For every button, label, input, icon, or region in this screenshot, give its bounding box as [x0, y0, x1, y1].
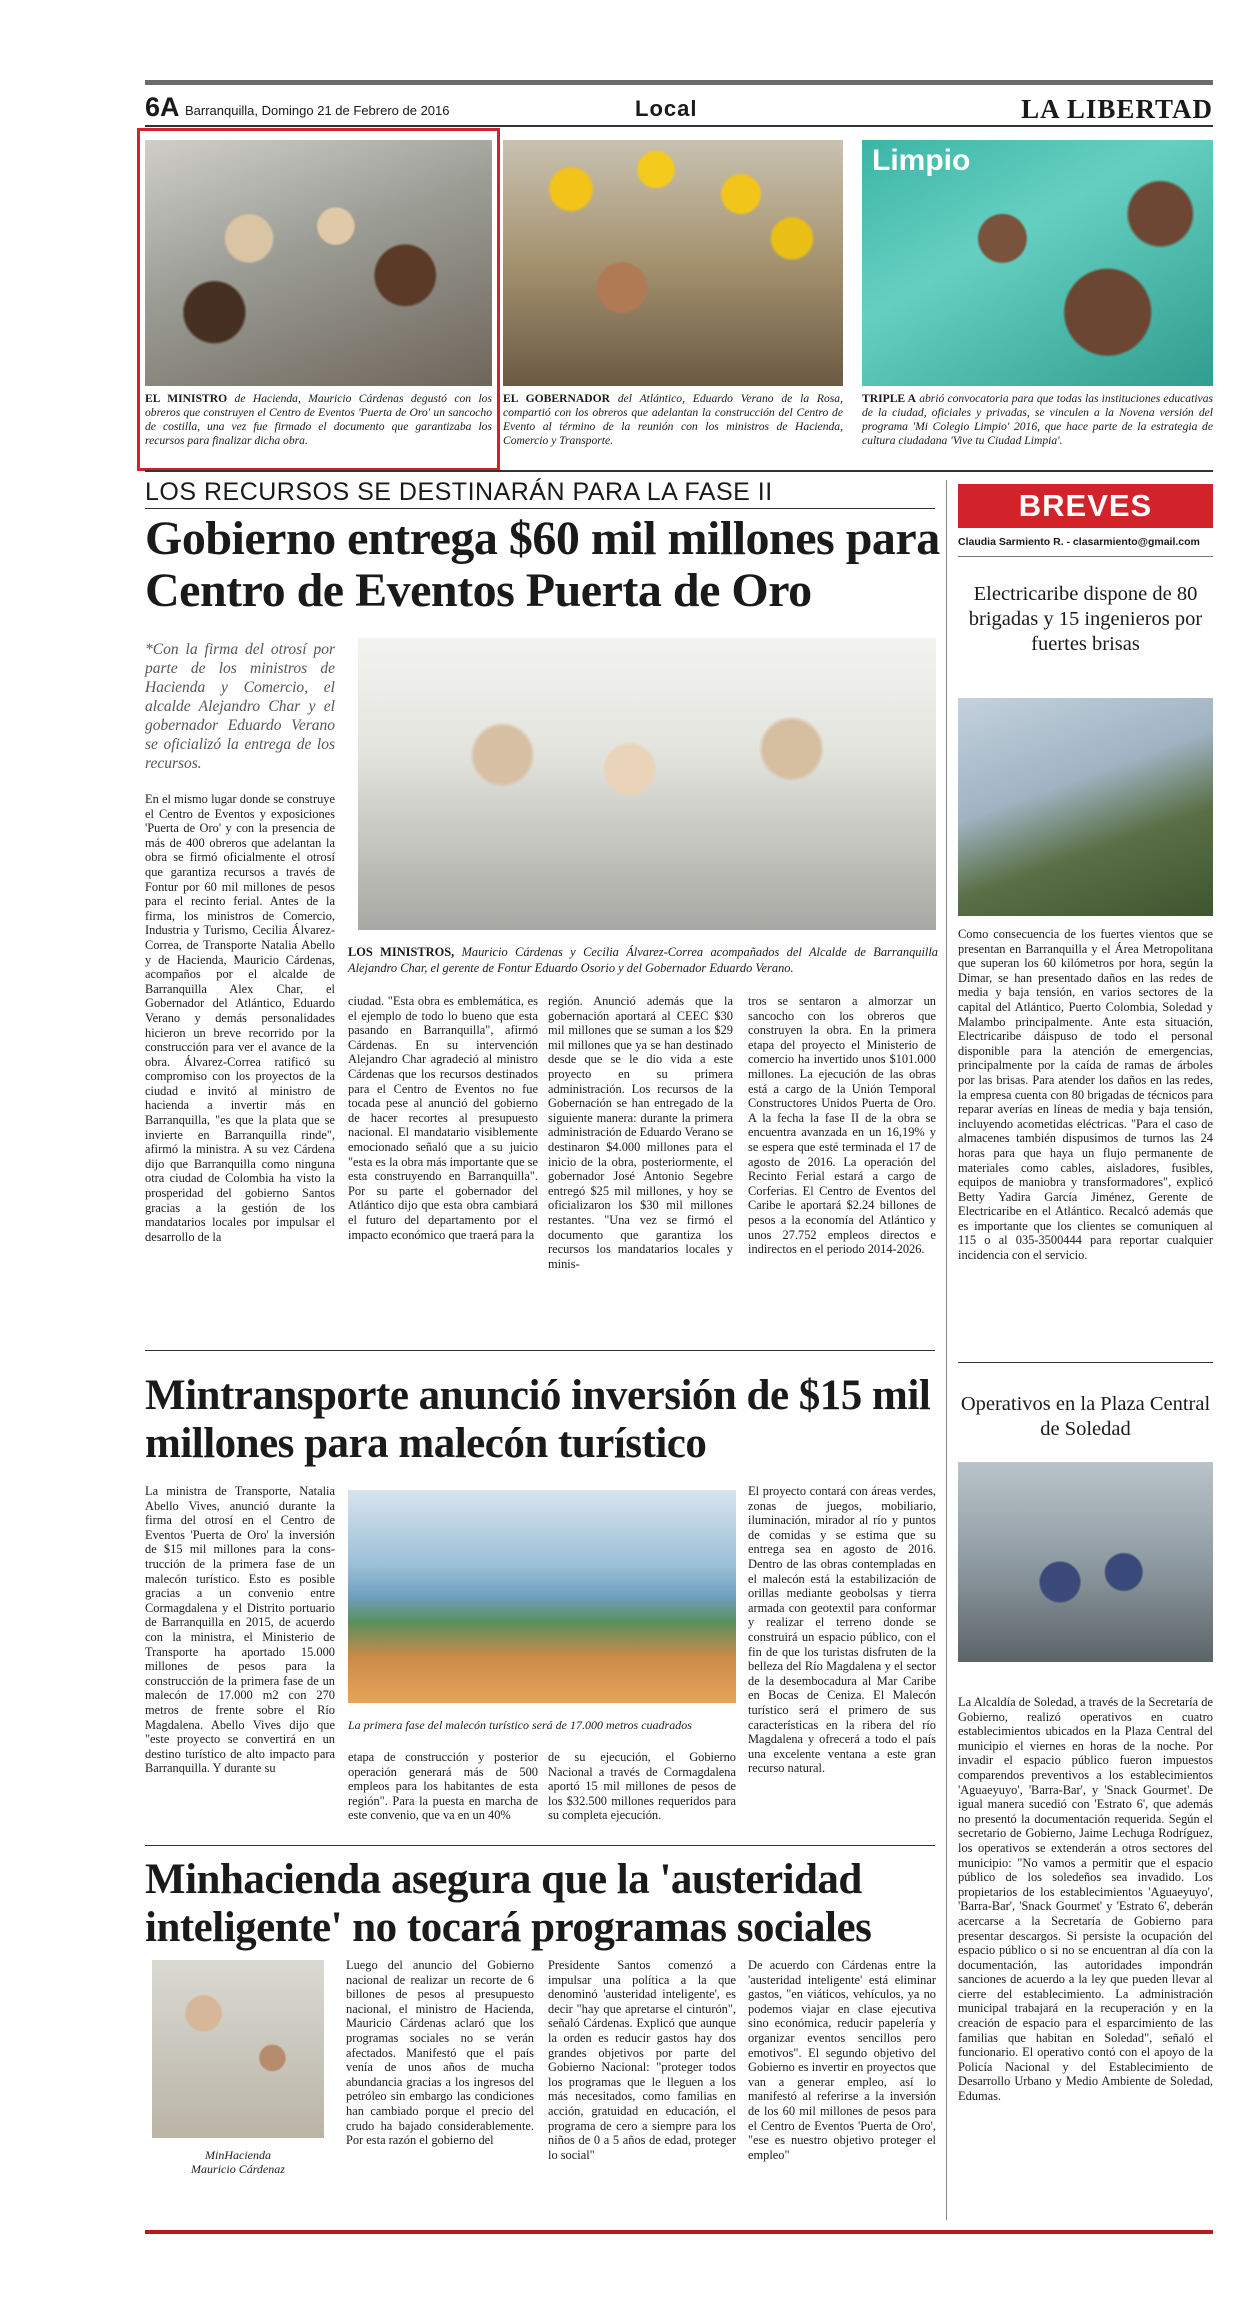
page-number: 6A	[145, 92, 180, 122]
bottom-rule	[145, 2230, 1213, 2234]
article1-kicker: LOS RECURSOS SE DESTINARÁN PARA LA FASE II	[145, 478, 773, 506]
photo-sign-text: Limpio	[872, 144, 971, 177]
article3-column-3: De acuerdo con Cárdenas entre la 'austeridad inteligente' está eliminar gastos, "en viáticos, vehículos, ya no podemos viajar en clase ejecutiva sino económica, reducir papelería y organizar eventos sencillos pero emotivos". El segundo objetivo del Gobierno es invertir en proyectos que van a generar empleo, así lo manifestó al referirse a la inversión de los 60 mil millones de pesos para el Centro de Eventos 'Puerta de Oro', "ese es nuestro objetivo proteger el empleo"	[748, 1958, 936, 2162]
highlight-frame	[137, 128, 500, 471]
breves-item2-title: Operativos en la Plaza Central de Soledad	[960, 1393, 1211, 1440]
photo-soledad-operativo	[958, 1462, 1213, 1662]
article2-photo-caption: La primera fase del malecón turístico será de 17.000 metros cuadrados	[348, 1718, 692, 1732]
article2-column-1: La ministra de Transporte, Natalia Abello Vives, anunció durante la firma del otrosí en el Centro de Eventos 'Puerta de Oro' la inversión de $15 mil millones para la cons-trucción de la primera fase de un malecón turístico. Esto es posible gracias a un convenio entre Cormagdalena y el Distrito portuario de Barranquilla en 2015, de acuerdo con la ministra, el Ministerio de Transporte ha aportado 15.000 millones de pesos para la construcción de la primera fase de un malecón de 17.000 m2 con 270 metros de frente sobre el Río Magdalena. Abello Vives dijo que "este proyecto se convertirá en un destino turístico de alto impacto para Barranquilla. Y durante su	[145, 1484, 335, 1776]
section-name: Local	[635, 96, 698, 121]
dateline: Barranquilla, Domingo 21 de Febrero de 2016	[185, 103, 450, 118]
kicker-underline	[145, 508, 935, 509]
article3-headline: Minhacienda asegura que la 'austeridad inteligente' no tocará programas sociales	[145, 1856, 872, 1951]
photo-ministers-signing	[358, 638, 936, 930]
photo-row-rule	[145, 470, 1213, 472]
article2-bottom-rule	[145, 1845, 935, 1846]
photo-caption-2: EL GOBERNADOR del Atlántico, Eduardo Verano de la Rosa, compartió con los obreros que adelantan la construcción del Centro de Evento al término de la reunión con los ministros de Hacienda, Comercio y Transporte.	[503, 392, 844, 447]
photo-electricaribe-storm	[958, 698, 1213, 916]
top-rule	[145, 80, 1213, 85]
article1-column-1: En el mismo lugar donde se construye el Centro de Eventos y exposiciones 'Puerta de Oro' y con la presencia de más de 400 obreros que adelantan la obra se firmó oficialmente el otrosí que garantiza recursos a través de Fontur por 60 mil millones de pesos para el recinto ferial. Antes de la firma, los ministros de Comercio, Industria y Turismo, Cecilia Álvarez-Correa, de Transporte Natalia Abello y de Hacienda, Mauricio Cárdenas, acompaños por el alcalde de Barranquilla Alex Char, el Gobernador del Atlántico, Eduardo Verano y demás personalidades hicieron un breve recorrido por la construcción para ver el avance de la obra. Álvarez-Correa ratificó su compromiso con los proyectos de la ciudad e invitó al ministro de hacienda a invertir más en Barranquilla, "es que la plata que se invierte en Barranquilla rinde", afirmó la ministra. A su vez Cárdena dijo que Barranquilla como ninguna otra ciudad de Colombia ha visto la prosperidad del gobierno Santos gracias a la gestión de los mandatarios locales por impulsar el desarrollo de la	[145, 792, 335, 1244]
breves-byline: Claudia Sarmiento R. - clasarmiento@gmail.com	[958, 536, 1200, 548]
article3-column-2: Presidente Santos comenzó a impulsar una política a la que denominó 'austeridad inteligente', es decir "hay que apretarse el cinturón", señaló Cárdenas. Explicó que aunque la orden es reducir gastos hay dos grandes objetivos por parte del Gobierno Nacional: "proteger todos los programas que le lleguen a los más necesitados, como familias en acción, gratuidad en educación, el programa de cero a siempre para los niños de 0 a 5 años de edad, proteger lo social"	[548, 1958, 736, 2162]
breves-item1-title: Electricaribe dispone de 80 brigadas y 15 ingenieros por fuertes brisas	[968, 583, 1203, 655]
byline-rule	[958, 556, 1213, 557]
article1-headline: Gobierno entrega $60 mil millones para Centro de Eventos Puerta de Oro	[145, 512, 940, 617]
breves-separator	[958, 1362, 1213, 1363]
article2-headline: Mintransporte anunció inversión de $15 mil millones para malecón turístico	[145, 1372, 931, 1467]
article1-intro: *Con la firma del otrosí por parte de los ministros de Hacienda y Comercio, el alcalde Alejandro Char y el gobernador Eduardo Verano se oficializó la entrega de los recursos.	[145, 641, 335, 772]
article1-column-3: región. Anunció además que la gobernación aportará al CEEC $30 mil millones que se suman a los $29 mil millones que ya se han destinado desde que se le dio vida a este proyecto en su primera administración. Los recursos de la Gobernación se han entregado de la siguiente manera: durante la primera administración de Eduardo Verano se destinaron $4.000 millones para el inicio de la obra, posteriormente, el gobernador José Antonio Segebre entregó $25 mil millones, y hoy se oficializaron los $30 mil millones restantes. "Una vez se firmó el documento que garantiza los recursos los mandatarios locales y minis-	[548, 994, 733, 1271]
header-rule	[145, 125, 1213, 127]
breves-item1-text: Como consecuencia de los fuertes vientos que se presentan en Barranquilla y el Área Metropolitana que superan los 60 kilómetros por hora, según la Dimar, se han presentado daños en las redes de media y baja tensión, en varios sectores de la capital del Atlántico, Puerto Colombia, Soledad y Malambo principalmente. Ante esta situación, Electricaribe dáispuso de todo el personal disponible para la atención de emergencias, principalmente por la caída de ramas de árboles por las brisas. Para atender los daños en las redes, la empresa cuenta con 80 brigadas de técnicos para reparar averías en líneas de media y baja tensión, incluyendo acometidas eléctricas. "Para el caso de almacenes también dispusimos de turnos las 24 horas para que haya un flujo permanente de materiales como cables, aisladores, fusibles, equipos de maniobra y transformadores", explicó Betty Yadira García Jiménez, Gerente de Electricaribe en el Atlántico. Recalcó además que es importante que los clientes se comuniquen al 115 o al 035-3500444 para reportar cualquier incidencia con el servicio.	[958, 927, 1213, 1263]
photo-governor-workers	[503, 140, 843, 386]
article2-column-2: etapa de construcción y posterior operación generará más de 500 empleos para los habitantes de esta región". Para la puesta en marcha de este convenio, que va en un 40%	[348, 1750, 538, 1823]
article3-column-1: Luego del anuncio del Gobierno nacional de realizar un recorte de 6 billones de pesos al presupuesto nacional, el ministro de Hacienda, Mauricio Cárdenas aclaró que los programas sociales no se verán afectados. Manifestó que el país venía de unos años de mucha abundancia gracias a los ingresos del petróleo sin embargo las condiciones han cambiado porque el precio del crudo ha bajado considerablemente. Por esta razón el gobierno del	[346, 1958, 534, 2148]
article1-photo-caption: LOS MINISTROS, Mauricio Cárdenas y Cecilia Álvarez-Correa acompañados del Alcalde de Barranquilla Alejandro Char, el gerente de Fontur Eduardo Osorio y del Gobernador Eduardo Verano.	[348, 945, 938, 975]
photo-malecon-rendering	[348, 1490, 736, 1703]
article3-photo-caption: MinHacienda Mauricio Cárdenaz	[191, 2148, 285, 2176]
masthead: LA LIBERTAD	[1021, 94, 1213, 124]
breves-label: BREVES	[958, 484, 1213, 528]
article2-column-3: de su ejecución, el Gobierno Nacional a través de Cormagdalena aportó 15 mil millones de pesos de los $32.500 millones requeridos para su completa ejecución.	[548, 1750, 736, 1823]
article1-column-4: tros se sentaron a almorzar un sancocho con los obreros que construyen la obra. En la primera etapa del proyecto el Ministerio de comercio ha invertido unos $101.000 millones. La ejecución de las obras está a cargo de la Unión Temporal Constructores Unidos Puerta de Oro. A la fecha la fase II de la obra se encuentra avanzada en un 16,19% y se espera que esté terminada el 17 de agosto de 2016. La operación del Recinto Ferial estará a cargo de Corferias. El Centro de Eventos del Caribe le aportará $2.24 billones de pesos a la economía del Atlántico y unos 27.752 empleos directos e indirectos en el periodo 2014-2026.	[748, 994, 936, 1257]
breves-item2-text: La Alcaldía de Soledad, a través de la Secretaría de Gobierno, realizó operativos en cuatro establecimientos ubicados en la Plaza Central del municipio el viernes en horas de la noche. Por invadir el espacio público fueron impuestos comparendos preventivos a los establecimientos 'Aguaeyuyo', 'Barra-Bar', y 'Snack Gourmet'. De igual manera sucedió con 'Estrato 6', que además no presentó la documentación requerida. Según el secretario de Gobierno, Jaime Lechuga Rodríguez, los operativos se extenderán a otros sectores del municipio: "No vamos a permitir que el espacio público de los soledeños sea invadido. Los propietarios de los establecimientos 'Aguaeyuyo', 'Barra-Bar', 'Snack Gourmet' y 'Estrato 6', deberán acercarse a la Secretaría de Gobierno para presentar descargos. Si persiste la ocupación del espacio público o si no se encuentran al día con la documentación, las autoridades impondrán sanciones de acuerdo a la ley que pueden llevar al cierre del establecimiento. La administración municipal trabajará en la recuperación y en la creación de espacio para el esparcimiento de las familias que habitan en Soledad", señaló el funcionario. El operativo contó con el apoyo de la Policía Nacional y del Establecimiento de Desarrollo Urbano y Medio Ambiente de Soledad, Edumas.	[958, 1695, 1213, 2104]
sidebar-divider	[946, 480, 947, 2220]
photo-caption-3: TRIPLE A abrió convocatoria para que todas las instituciones educativas de la ciudad, oficiales y privadas, se vinculen a la Novena versión del programa 'Mi Colegio Limpio' 2016, que hace parte de la estrategia de cultura ciudadana 'Vive tu Ciudad Limpia'.	[862, 392, 1213, 447]
page-header	[145, 92, 1213, 126]
photo-minhacienda	[152, 1960, 324, 2138]
photo-triple-a-students	[862, 140, 1213, 386]
article2-column-4: El proyecto contará con áreas verdes, zonas de juegos, mobiliario, iluminación, mirador al río y puntos de comidas y se estima que su entrega sea en agosto de 2016. Dentro de las obras contempladas en el malecón está la estabilización de orillas mediante geobolsas y tierra armada con geotextil para conformar y realizar el terreno donde se construirá un espacio público, con el fin de que los turistas disfruten de la belleza del Río Magdalena y el sector de la desembocadura al Mar Caribe en Bocas de Ceniza. El Malecón turístico será el primero de sus características en la ribera del río Magdalena y ofrecerá a todo el país una excelente ventana a este gran recurso natural.	[748, 1484, 936, 1776]
photo-caption-1: EL MINISTRO de Hacienda, Mauricio Cárdenas degustó con los obreros que construyen el Centro de Eventos 'Puerta de Oro' un sancocho de costilla, una vez fue firmado el documento que garantizaba los recursos para finalizar dicha obra.	[145, 392, 492, 447]
article1-column-2: ciudad. "Esta obra es emblemática, es el ejemplo de todo lo bueno que esta pasando en Barranquilla", afirmó Cárdenas. En su intervención Alejandro Char agradeció al ministro Cárdenas que los recursos destinados para el Centro de Eventos no fue tocada pese al anunció del gobierno de hacer recortes al presupuesto nacional. El mandatario visiblemente emocionado señaló que a su juicio "esta es la obra más importante que se esta construyendo en Barranquilla". Por su parte el gobernador del Atlántico dijo que esta obra cambiará el futuro del departamento por el impacto económico que traerá para la	[348, 994, 538, 1242]
article1-bottom-rule	[145, 1350, 935, 1351]
